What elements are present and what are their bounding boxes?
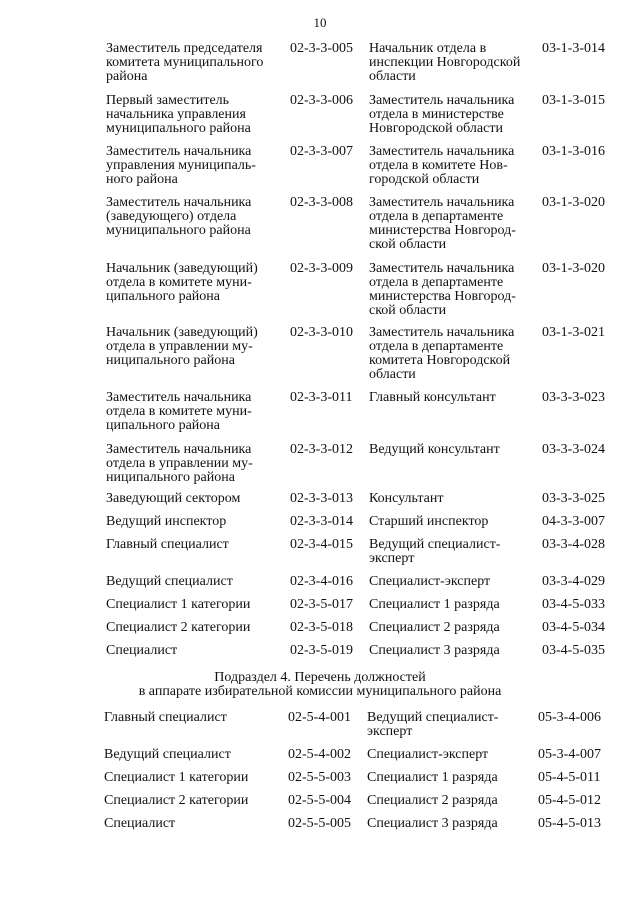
- right-position-code: 03-4-5-035: [542, 643, 605, 658]
- right-position-title: Начальник отдела в инспекции Новгородской области: [369, 41, 521, 84]
- left-position-code: 02-3-3-014: [290, 514, 353, 529]
- right-position-title: Ведущий консультант: [369, 442, 500, 457]
- left-position-code: 02-3-3-011: [290, 390, 353, 405]
- right-position-title: Специалист 1 разряда: [367, 770, 498, 785]
- left-position-code: 02-3-4-016: [290, 574, 353, 589]
- right-position-title: Заместитель начальника отдела в комитете Нов- городской области: [369, 144, 515, 187]
- left-position-title: Ведущий специалист: [106, 574, 233, 589]
- right-position-code: 03-4-5-034: [542, 620, 605, 635]
- right-position-code: 03-4-5-033: [542, 597, 605, 612]
- right-position-code: 03-3-3-024: [542, 442, 605, 457]
- left-position-code: 02-5-5-003: [288, 770, 351, 785]
- left-position-title: Специалист: [106, 643, 178, 658]
- right-position-code: 05-4-5-011: [538, 770, 601, 785]
- right-position-code: 05-3-4-006: [538, 710, 601, 725]
- left-position-title: Заместитель начальника управления муниципаль- ного района: [106, 144, 256, 187]
- left-position-title: Специалист 2 категории: [104, 793, 249, 808]
- left-position-code: 02-5-4-002: [288, 747, 351, 762]
- right-position-title: Заместитель начальника отдела в департаменте комитета Новгородской области: [369, 325, 515, 382]
- subsection-heading-line2: в аппарате избирательной комиссии муниципального района: [138, 684, 502, 699]
- left-position-title: Заместитель начальника (заведующего) отдела муниципального района: [106, 195, 252, 238]
- left-position-code: 02-3-5-017: [290, 597, 353, 612]
- left-position-code: 02-3-3-010: [290, 325, 353, 340]
- left-position-title: Специалист 2 категории: [106, 620, 251, 635]
- right-position-code: 03-3-3-025: [542, 491, 605, 506]
- right-position-title: Специалист 2 разряда: [367, 793, 498, 808]
- left-position-code: 02-3-3-009: [290, 261, 353, 276]
- right-position-title: Заместитель начальника отдела в министерстве Новгородской области: [369, 93, 515, 136]
- left-position-code: 02-3-3-006: [290, 93, 353, 108]
- right-position-code: 03-1-3-020: [542, 261, 605, 276]
- subsection-heading-line1: Подраздел 4. Перечень должностей: [214, 670, 426, 685]
- right-position-code: 03-1-3-020: [542, 195, 605, 210]
- right-position-title: Консультант: [369, 491, 444, 506]
- left-position-title: Заведующий сектором: [106, 491, 241, 506]
- left-position-code: 02-3-5-019: [290, 643, 353, 658]
- right-position-title: Специалист 3 разряда: [367, 816, 498, 831]
- left-position-code: 02-5-5-005: [288, 816, 351, 831]
- right-position-code: 05-3-4-007: [538, 747, 601, 762]
- left-position-title: Начальник (заведующий) отдела в управлении му- ниципального района: [106, 325, 258, 368]
- right-position-title: Специалист 3 разряда: [369, 643, 500, 658]
- left-position-title: Специалист 1 категории: [106, 597, 251, 612]
- right-position-title: Заместитель начальника отдела в департаменте министерства Новгород- ской области: [369, 261, 516, 318]
- right-position-title: Специалист-эксперт: [367, 747, 489, 762]
- right-position-title: Ведущий специалист- эксперт: [369, 537, 501, 566]
- left-position-code: 02-5-5-004: [288, 793, 351, 808]
- left-position-title: Ведущий инспектор: [106, 514, 227, 529]
- right-position-code: 03-3-4-029: [542, 574, 605, 589]
- left-position-title: Специалист: [104, 816, 176, 831]
- left-position-title: Заместитель председателя комитета муниципального района: [106, 41, 264, 84]
- left-position-code: 02-3-3-012: [290, 442, 353, 457]
- right-position-code: 03-1-3-016: [542, 144, 605, 159]
- right-position-code: 04-3-3-007: [542, 514, 605, 529]
- right-position-title: Главный консультант: [369, 390, 496, 405]
- right-position-title: Ведущий специалист- эксперт: [367, 710, 499, 739]
- right-position-code: 03-1-3-014: [542, 41, 605, 56]
- left-position-code: 02-3-3-013: [290, 491, 353, 506]
- left-position-title: Ведущий специалист: [104, 747, 231, 762]
- right-position-code: 05-4-5-012: [538, 793, 601, 808]
- left-position-title: Заместитель начальника отдела в управлении му- ниципального района: [106, 442, 253, 485]
- right-position-code: 03-1-3-015: [542, 93, 605, 108]
- right-position-title: Заместитель начальника отдела в департаменте министерства Новгород- ской области: [369, 195, 516, 252]
- right-position-code: 03-3-3-023: [542, 390, 605, 405]
- left-position-code: 02-3-3-007: [290, 144, 353, 159]
- left-position-title: Специалист 1 категории: [104, 770, 249, 785]
- left-position-title: Начальник (заведующий) отдела в комитете муни- ципального района: [106, 261, 258, 304]
- subsection-heading: [0, 671, 640, 699]
- left-position-code: 02-3-5-018: [290, 620, 353, 635]
- left-position-title: Главный специалист: [106, 537, 229, 552]
- right-position-code: 03-3-4-028: [542, 537, 605, 552]
- right-position-title: Специалист 2 разряда: [369, 620, 500, 635]
- right-position-code: 03-1-3-021: [542, 325, 605, 340]
- page-number: 10: [313, 15, 327, 30]
- left-position-code: 02-3-3-005: [290, 41, 353, 56]
- right-position-title: Специалист 1 разряда: [369, 597, 500, 612]
- right-position-title: Старший инспектор: [369, 514, 489, 529]
- left-position-title: Главный специалист: [104, 710, 227, 725]
- left-position-code: 02-3-3-008: [290, 195, 353, 210]
- left-position-code: 02-5-4-001: [288, 710, 351, 725]
- right-position-title: Специалист-эксперт: [369, 574, 491, 589]
- right-position-code: 05-4-5-013: [538, 816, 601, 831]
- left-position-title: Первый заместитель начальника управления муниципального района: [106, 93, 251, 136]
- left-position-title: Заместитель начальника отдела в комитете муни- ципального района: [106, 390, 252, 433]
- left-position-code: 02-3-4-015: [290, 537, 353, 552]
